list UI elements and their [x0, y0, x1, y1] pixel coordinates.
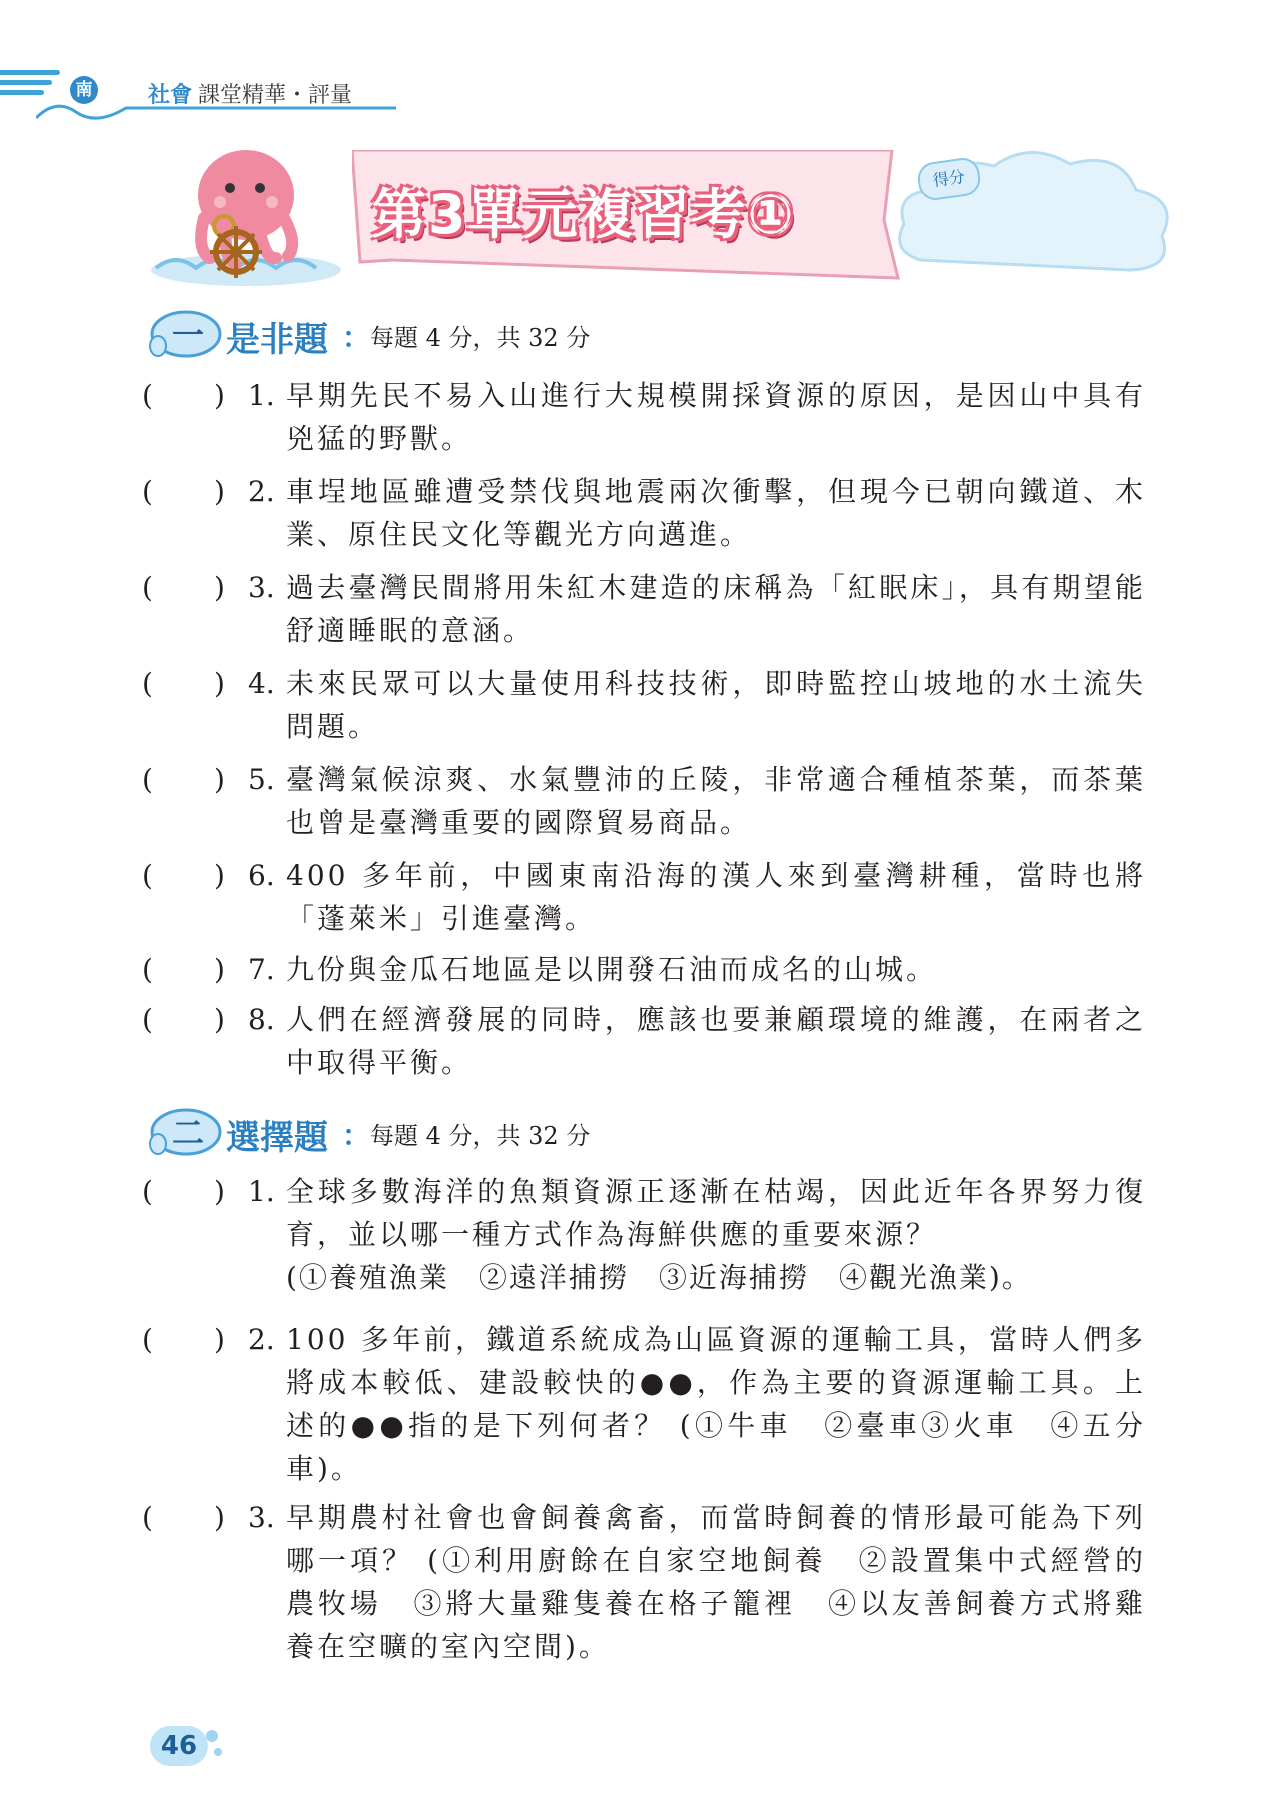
question-text: 全球多數海洋的魚類資源正逐漸在枯竭，因此近年各界努力復育，並以哪一種方式作為海鮮供應的重要來源？: [286, 1175, 1146, 1251]
question-text: 早期農村社會也會飼養禽畜，而當時飼養的情形最可能為下列哪一項？ (①利用廚餘在自家空地飼養 ②設置集中式經營的農牧場 ③將大量雞隻養在格子籠裡 ④以友善飼養方式將雞養在空曠的室內空間)。: [286, 1501, 1146, 1663]
answer-paren-right[interactable]: ): [214, 859, 225, 892]
bubble-decoration: [214, 1748, 222, 1756]
answer-paren-right[interactable]: ): [214, 475, 225, 508]
question-options: (①養殖漁業 ②遠洋捕撈 ③近海捕撈 ④觀光漁業)。: [286, 1261, 1032, 1294]
header-brand: 社會: [148, 83, 193, 108]
question-text: 過去臺灣民間將用朱紅木建造的床稱為「紅眠床」，具有期望能舒適睡眠的意涵。: [286, 571, 1146, 647]
answer-paren-left[interactable]: (: [142, 1501, 153, 1534]
question-text: 未來民眾可以大量使用科技技術，即時監控山坡地的水土流失問題。: [286, 667, 1146, 743]
question-tf-8: [142, 998, 1152, 1084]
section-badge-numeral: 二: [171, 1114, 204, 1152]
question-mc-3: [142, 1496, 1152, 1668]
question-text: 臺灣氣候涼爽、水氣豐沛的丘陵，非常適合種植茶葉，而茶葉也曾是臺灣重要的國際貿易商品。: [286, 763, 1146, 839]
question-tf-5: [142, 758, 1152, 844]
section-multiple-choice-header: [146, 1104, 666, 1160]
question-number: 1.: [248, 379, 275, 412]
question-number: 2.: [248, 475, 275, 508]
answer-paren-left[interactable]: (: [142, 953, 153, 986]
question-text: 早期先民不易入山進行大規模開採資源的原因，是因山中具有兇猛的野獸。: [286, 379, 1146, 455]
answer-paren-right[interactable]: ): [214, 1175, 225, 1208]
question-mc-1: [142, 1170, 1152, 1302]
answer-paren-left[interactable]: (: [142, 475, 153, 508]
question-tf-2: [142, 470, 1152, 556]
answer-paren-left[interactable]: (: [142, 379, 153, 412]
question-text: 400 多年前，中國東南沿海的漢人來到臺灣耕種，當時也將「蓬萊米」引進臺灣。: [286, 859, 1146, 935]
answer-paren-right[interactable]: ): [214, 763, 225, 796]
question-number: 3.: [248, 571, 275, 604]
answer-paren-left[interactable]: (: [142, 1175, 153, 1208]
section-score-rule: 每題 4 分，共 32 分: [370, 324, 591, 352]
question-text: 100 多年前，鐵道系統成為山區資源的運輸工具，當時人們多將成本較低、建設較快的●●，作為主要的資源運輸工具。上述的●●指的是下列何者？ (①牛車 ②臺車③火車 ④五分車)。: [286, 1323, 1146, 1485]
question-tf-1: [142, 374, 1152, 460]
question-tf-6: [142, 854, 1152, 940]
answer-paren-right[interactable]: ): [214, 379, 225, 412]
section-title: 是非題: [226, 320, 328, 360]
question-tf-4: [142, 662, 1152, 748]
answer-paren-right[interactable]: ): [214, 1003, 225, 1036]
bubble-decoration: [206, 1730, 218, 1742]
question-number: 1.: [248, 1175, 275, 1208]
section-score-rule: 每題 4 分，共 32 分: [370, 1122, 591, 1150]
answer-paren-left[interactable]: (: [142, 667, 153, 700]
question-number: 8.: [248, 1003, 275, 1036]
page-header: [0, 40, 420, 130]
question-number: 2.: [248, 1323, 275, 1356]
question-tf-7: [142, 948, 1152, 991]
question-number: 5.: [248, 763, 275, 796]
question-tf-3: [142, 566, 1152, 652]
answer-paren-right[interactable]: ): [214, 571, 225, 604]
answer-paren-left[interactable]: (: [142, 1003, 153, 1036]
answer-paren-right[interactable]: ): [214, 667, 225, 700]
answer-paren-left[interactable]: (: [142, 859, 153, 892]
question-text: 九份與金瓜石地區是以開發石油而成名的山城。: [286, 953, 938, 986]
header-title: 課堂精華・評量: [198, 83, 353, 108]
answer-paren-left[interactable]: (: [142, 763, 153, 796]
unit-review-title: 第3單元複習考①: [372, 183, 796, 246]
question-number: 6.: [248, 859, 275, 892]
section-badge-numeral: 一: [171, 316, 204, 354]
question-text: 車埕地區雖遭受禁伐與地震兩次衝擊，但現今已朝向鐵道、木業、原住民文化等觀光方向邁進。: [286, 475, 1146, 551]
answer-paren-left[interactable]: (: [142, 1323, 153, 1356]
section-title: 選擇題: [226, 1118, 328, 1158]
question-number: 7.: [248, 953, 275, 986]
answer-paren-right[interactable]: ): [214, 1501, 225, 1534]
page-number: 46: [150, 1726, 208, 1766]
question-number: 3.: [248, 1501, 275, 1534]
question-body: [286, 1170, 1146, 1299]
answer-paren-left[interactable]: (: [142, 571, 153, 604]
question-mc-2: [142, 1318, 1152, 1490]
question-text: 人們在經濟發展的同時，應該也要兼顧環境的維護，在兩者之中取得平衡。: [286, 1003, 1146, 1079]
score-label: 得分: [916, 156, 983, 202]
section-colon: ：: [342, 321, 371, 354]
answer-paren-right[interactable]: ): [214, 1323, 225, 1356]
south-badge: 南: [70, 76, 98, 104]
answer-paren-right[interactable]: ): [214, 953, 225, 986]
section-colon: ：: [342, 1119, 371, 1152]
section-true-false-header: [146, 306, 666, 362]
question-number: 4.: [248, 667, 275, 700]
octopus-illustration: [136, 140, 356, 290]
